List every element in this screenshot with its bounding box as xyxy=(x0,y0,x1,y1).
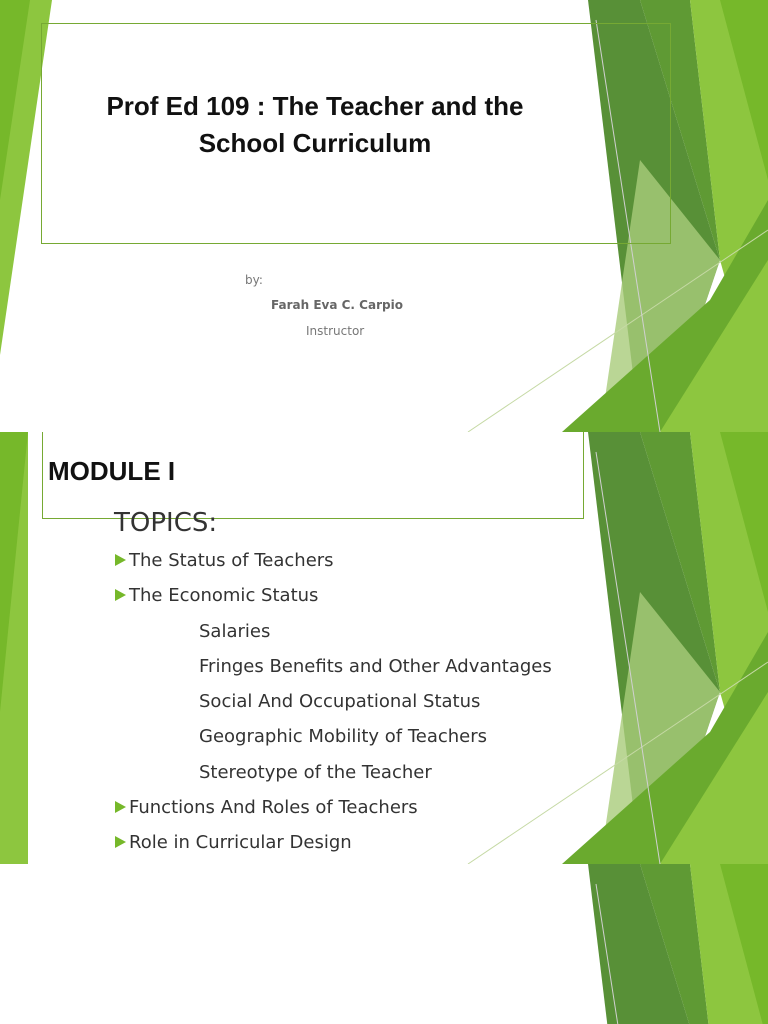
next-slide-partial xyxy=(0,864,768,1024)
topics-heading: TOPICS: xyxy=(114,508,218,538)
author-role: Instructor xyxy=(306,324,365,338)
topic-item-label: Stereotype of the Teacher xyxy=(199,761,432,783)
topic-item xyxy=(114,654,552,689)
topic-item xyxy=(114,830,552,864)
topic-item-label: Social And Occupational Status xyxy=(199,691,481,713)
topic-item-label: Salaries xyxy=(199,620,271,642)
topic-item-label: The Economic Status xyxy=(129,585,319,607)
topic-item-label: Functions And Roles of Teachers xyxy=(129,797,418,819)
by-label: by: xyxy=(245,273,263,287)
topic-item-label: Role in Curricular Design xyxy=(129,832,352,854)
title-line-2: School Curriculum xyxy=(198,128,432,158)
topic-item xyxy=(114,689,552,724)
topic-item xyxy=(114,795,552,830)
facet-decoration-right xyxy=(0,864,768,1024)
triangle-bullet-icon xyxy=(115,836,126,848)
topic-item-label: The Status of Teachers xyxy=(129,550,334,571)
topic-item xyxy=(114,583,552,618)
topic-item-label: Fringes Benefits and Other Advantages xyxy=(199,655,552,677)
topic-item-label: Geographic Mobility of Teachers xyxy=(199,726,488,748)
author-name: Farah Eva C. Carpio xyxy=(271,298,403,312)
title-line-1: Prof Ed 109 : The Teacher and the xyxy=(106,91,524,121)
triangle-bullet-icon xyxy=(115,801,126,813)
topic-item xyxy=(114,548,552,583)
topic-item xyxy=(114,619,552,654)
slide-title xyxy=(42,88,588,162)
topic-item xyxy=(114,760,552,795)
topics-slide xyxy=(0,432,768,864)
topic-item xyxy=(114,724,552,759)
module-title: MODULE I xyxy=(48,456,176,486)
triangle-bullet-icon xyxy=(115,554,126,566)
title-slide xyxy=(0,0,768,432)
triangle-bullet-icon xyxy=(115,589,126,601)
topic-list xyxy=(114,548,552,864)
